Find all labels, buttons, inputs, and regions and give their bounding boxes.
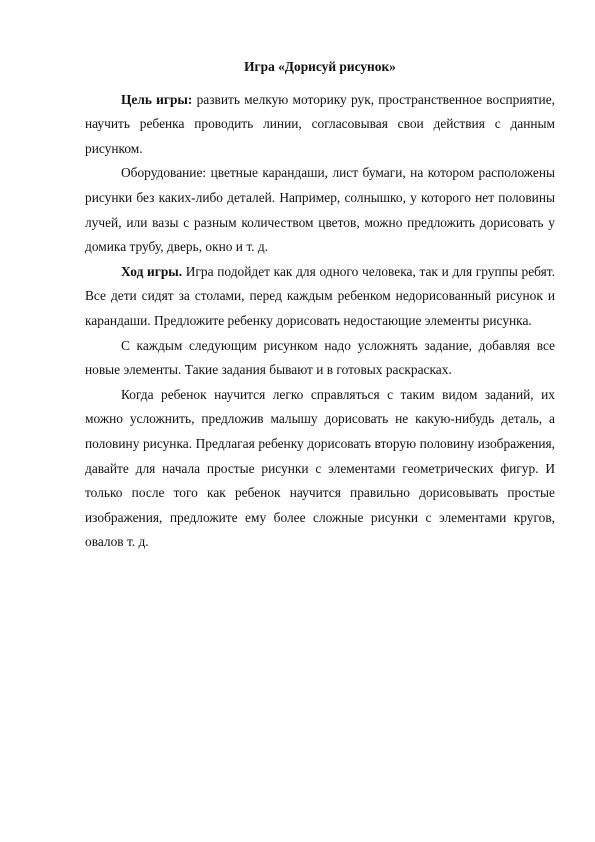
paragraph-game-flow bbox=[85, 260, 555, 334]
paragraph-equipment bbox=[85, 161, 555, 259]
paragraph-complexity bbox=[85, 334, 555, 383]
document-title: Игра «Дорисуй рисунок» bbox=[244, 59, 396, 74]
paragraph-text: Оборудование: цветные карандаши, лист бумаги, на котором расположены рисунки без каких-либо деталей. Например, солнышко, у которого нет половины лучей, или вазы с разным количеством цветов, можно предложить дорисовать у домика трубу, дверь, окно и т. д. bbox=[85, 165, 555, 255]
paragraph-goal bbox=[85, 88, 555, 162]
paragraph-text: развить мелкую моторику рук, пространственное восприятие, научить ребенка проводить линии, согласовывая свои действия с данным рисунком. bbox=[85, 91, 555, 156]
paragraph-lead: Цель игры: bbox=[121, 91, 193, 107]
paragraph-text: Когда ребенок научится легко справляться с таким видом заданий, их можно усложнить, предложив малышу дорисовать не какую-нибудь деталь, а половину рисунка. Предлагая ребенку дорисовать вторую половину изображения, давайте для начала простые рисунки с элементами геометрических фигур. И только после того как ребенок научится правильно дорисовывать простые изображения, предложите ему более сложные рисунки с элементами кругов, овалов т. д. bbox=[85, 386, 555, 550]
paragraph-text: Игра подойдет как для одного человека, так и для группы ребят. Все дети сидят за столами, перед каждым ребенком недорисованный рисунок и карандаши. Предложите ребенку дорисовать недостающие элементы рисунка. bbox=[85, 263, 555, 328]
document-body bbox=[85, 55, 555, 555]
paragraph-text: С каждым следующим рисунком надо усложнять задание, добавляя все новые элементы. Такие задания бывают и в готовых раскрасках. bbox=[85, 337, 555, 378]
paragraph-advanced bbox=[85, 383, 555, 555]
paragraph-lead: Ход игры. bbox=[121, 263, 183, 279]
